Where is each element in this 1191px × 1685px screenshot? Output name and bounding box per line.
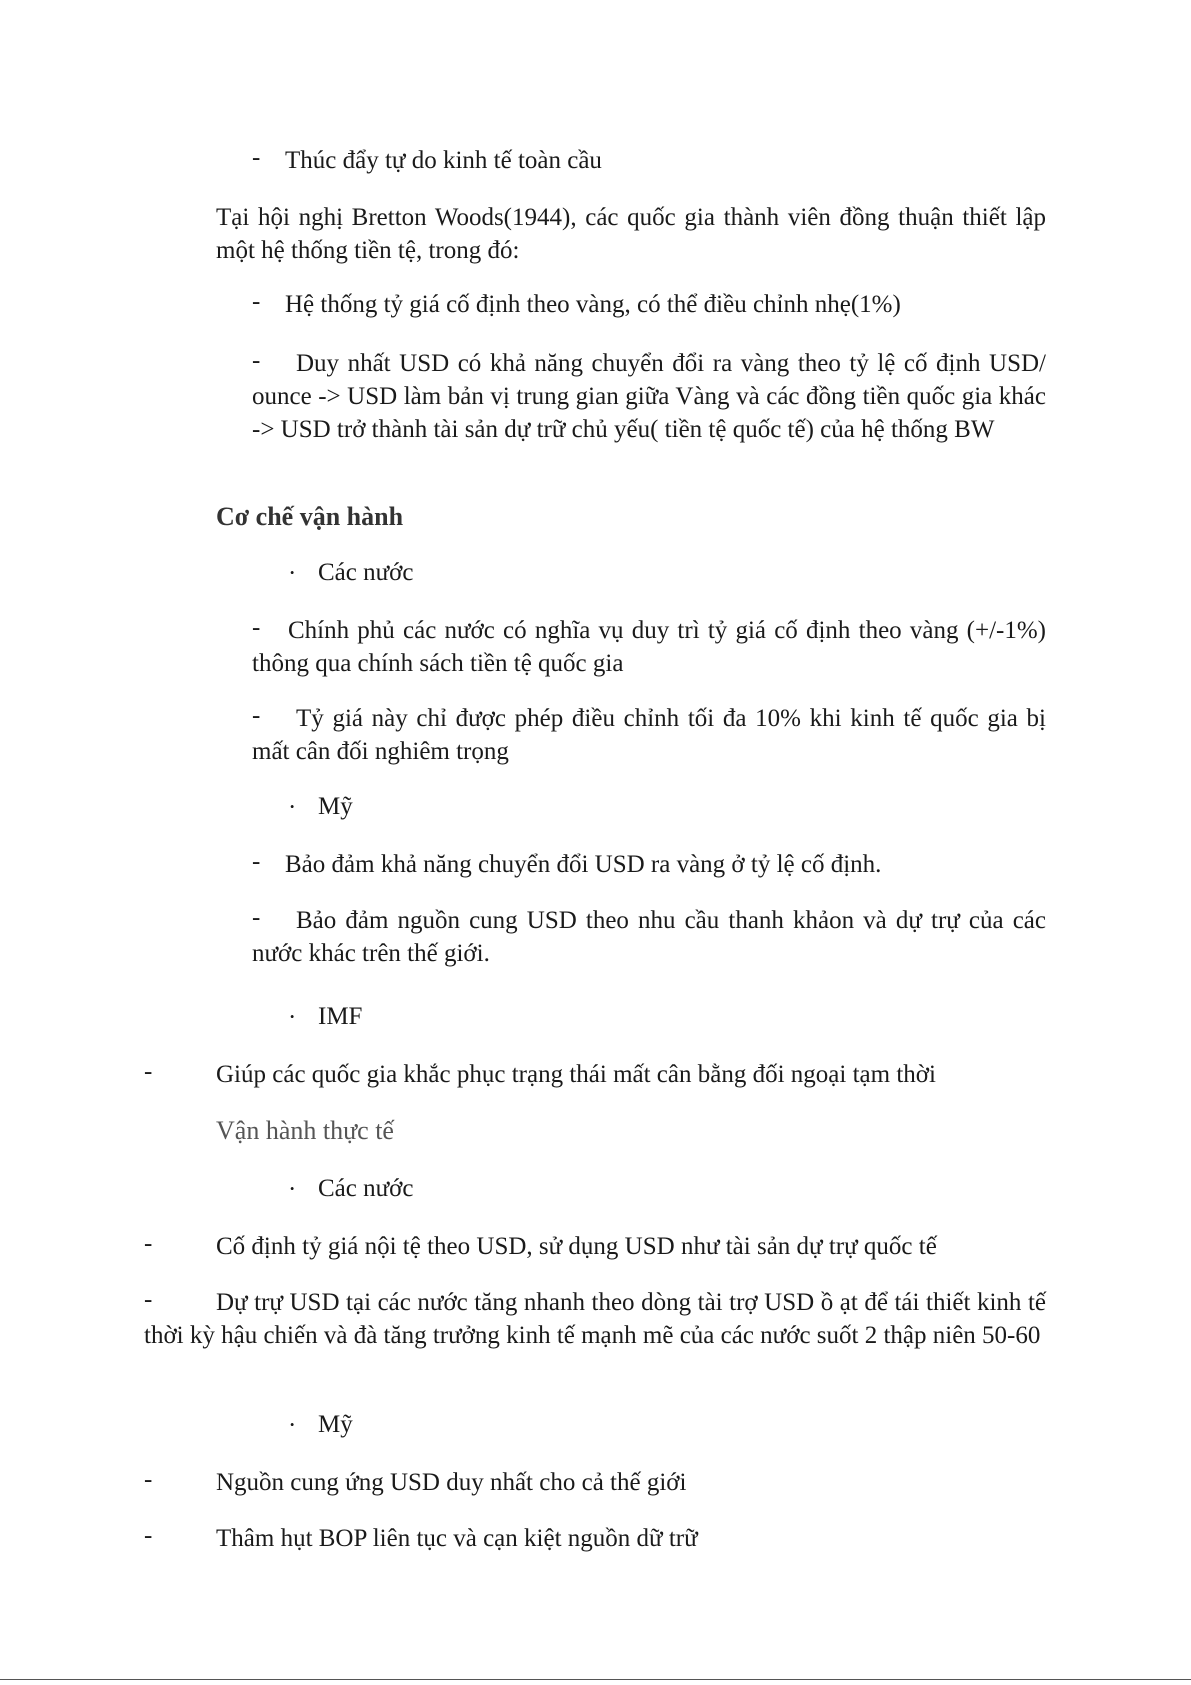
bullet-dash: - [252,144,261,171]
bullet-label: Các nước [318,559,414,586]
bullet-dash: - [252,347,261,374]
bullet-dash: - [144,1466,153,1493]
list-item: Thúc đẩy tự do kinh tế toàn cầu [285,147,602,174]
list-item: Nguồn cung ứng USD duy nhất cho cả thế giới [216,1469,687,1496]
list-item: Tỷ giá này chỉ được phép điều chỉnh tối đa 10% khi kinh tế quốc gia bị mất cân đối nghiêm trọng [252,705,1046,765]
bullet-label: Các nước [318,1175,414,1202]
bullet-label: Mỹ [318,793,353,820]
bullet-label: Mỹ [318,1411,353,1438]
bullet-dot: · [288,560,297,587]
list-item: Chính phủ các nước có nghĩa vụ duy trì tỷ giá cố định theo vàng (+/-1%) thông qua chính sách tiền tệ quốc gia [252,617,1046,677]
bullet-dash: - [252,904,261,931]
bullet-dot: · [288,1412,297,1439]
section-heading: Cơ chế vận hành [216,502,404,531]
list-item: Bảo đảm khả năng chuyển đổi USD ra vàng ở tỷ lệ cố định. [285,851,882,878]
list-item: Duy nhất USD có khả năng chuyển đổi ra vàng theo tỷ lệ cố định USD/ ounce -> USD làm bản vị trung gian giữa Vàng và các đồng tiền quốc gia khác -> USD trở thành tài sản dự trữ chủ yếu( tiền tệ quốc tế) của hệ thống BW [252,350,1046,443]
list-item: Bảo đảm nguồn cung USD theo nhu cầu thanh khảon và dự trự của các nước khác trên thế giới. [252,907,1046,967]
list-item: Dự trự USD tại các nước tăng nhanh theo dòng tài trợ USD ồ ạt để tái thiết kinh tế thời kỳ hậu chiến và đà tăng trưởng kinh tế mạnh mẽ của các nước suốt 2 thập niên 50-60 [144,1289,1046,1349]
bullet-dash: - [252,288,261,315]
bullet-dot: · [288,794,297,821]
list-item: Giúp các quốc gia khắc phục trạng thái mất cân bằng đối ngoại tạm thời [216,1061,936,1088]
list-item: Cố định tỷ giá nội tệ theo USD, sử dụng USD như tài sản dự trự quốc tế [216,1233,937,1260]
bullet-dash: - [144,1230,153,1257]
bullet-dot: · [288,1004,297,1031]
list-item: Hệ thống tỷ giá cố định theo vàng, có thể điều chỉnh nhẹ(1%) [285,291,901,318]
bullet-dot: · [288,1176,297,1203]
page-bottom-rule [0,1679,1191,1680]
bullet-label: IMF [318,1003,363,1030]
bullet-dash: - [252,614,261,641]
paragraph: Tại hội nghị Bretton Woods(1944), các quốc gia thành viên đồng thuận thiết lập một hệ thống tiền tệ, trong đó: [216,204,1046,264]
bullet-dash: - [252,702,261,729]
bullet-dash: - [144,1286,153,1313]
list-item: Thâm hụt BOP liên tục và cạn kiệt nguồn dữ trữ [216,1525,698,1552]
section-subheading: Vận hành thực tế [216,1116,394,1145]
bullet-dash: - [144,1058,153,1085]
bullet-dash: - [144,1522,153,1549]
bullet-dash: - [252,848,261,875]
